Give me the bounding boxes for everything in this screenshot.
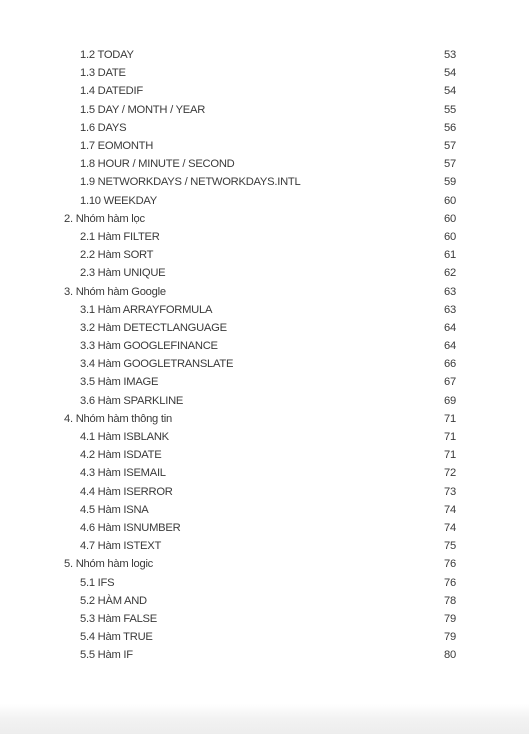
toc-entry-label: 1.7 EOMONTH [80, 140, 154, 153]
toc-subsection-row [64, 373, 456, 391]
toc-page-number: 71 [444, 412, 456, 425]
toc-entry-label: 5.1 IFS [80, 576, 115, 589]
toc-page-number: 71 [444, 431, 456, 444]
toc-section-row [64, 282, 456, 300]
toc-entry-label: 4.7 Hàm ISTEXT [80, 540, 162, 553]
toc-entry-label: 4.6 Hàm ISNUMBER [80, 521, 181, 534]
toc-page-number: 57 [444, 158, 456, 171]
toc-subsection-row [64, 519, 456, 537]
toc-page-number: 54 [444, 67, 456, 80]
toc-subsection-row [64, 101, 456, 119]
toc-entry-label: 1.5 DAY / MONTH / YEAR [80, 103, 206, 116]
toc-entry-label: 3.1 Hàm ARRAYFORMULA [80, 303, 213, 316]
toc-subsection-row [64, 628, 456, 646]
toc-subsection-row [64, 573, 456, 591]
toc-page-number: 66 [444, 358, 456, 371]
toc-page-number: 62 [444, 267, 456, 280]
toc-subsection-row [64, 337, 456, 355]
toc-section-row [64, 410, 456, 428]
toc-entry-label: 4. Nhóm hàm thông tin [64, 412, 172, 425]
toc-page-number: 71 [444, 449, 456, 462]
toc-page-number: 76 [444, 558, 456, 571]
table-of-contents [64, 46, 456, 664]
toc-entry-label: 1.3 DATE [80, 67, 126, 80]
toc-page-number: 64 [444, 321, 456, 334]
toc-page-number: 55 [444, 103, 456, 116]
toc-subsection-row [64, 610, 456, 628]
toc-entry-label: 4.1 Hàm ISBLANK [80, 431, 169, 444]
toc-page-number: 76 [444, 576, 456, 589]
toc-subsection-row [64, 537, 456, 555]
toc-subsection-row [64, 264, 456, 282]
toc-entry-label: 3. Nhóm hàm Google [64, 285, 166, 298]
toc-page-number: 60 [444, 194, 456, 207]
toc-entry-label: 5.5 Hàm IF [80, 649, 133, 662]
toc-entry-label: 1.2 TODAY [80, 49, 134, 62]
toc-section-row [64, 210, 456, 228]
toc-entry-label: 3.5 Hàm IMAGE [80, 376, 159, 389]
page-bottom-shadow [0, 704, 529, 734]
toc-page-number: 79 [444, 631, 456, 644]
toc-page-number: 75 [444, 540, 456, 553]
toc-entry-label: 4.3 Hàm ISEMAIL [80, 467, 166, 480]
toc-page-number: 67 [444, 376, 456, 389]
toc-page-number: 74 [444, 521, 456, 534]
toc-entry-label: 5.2 HÀM AND [80, 594, 147, 607]
toc-entry-label: 1.10 WEEKDAY [80, 194, 157, 207]
toc-entry-label: 1.4 DATEDIF [80, 85, 143, 98]
toc-page-number: 63 [444, 285, 456, 298]
toc-page-number: 54 [444, 85, 456, 98]
toc-entry-label: 5.3 Hàm FALSE [80, 612, 157, 625]
toc-entry-label: 3.4 Hàm GOOGLETRANSLATE [80, 358, 234, 371]
toc-subsection-row [64, 137, 456, 155]
toc-entry-label: 3.2 Hàm DETECTLANGUAGE [80, 321, 227, 334]
toc-entry-label: 3.3 Hàm GOOGLEFINANCE [80, 340, 218, 353]
toc-page-number: 80 [444, 649, 456, 662]
toc-subsection-row [64, 119, 456, 137]
toc-page-number: 60 [444, 212, 456, 225]
toc-page-number: 61 [444, 249, 456, 262]
toc-subsection-row [64, 228, 456, 246]
toc-entry-label: 1.9 NETWORKDAYS / NETWORKDAYS.INTL [80, 176, 301, 189]
toc-page-number: 79 [444, 612, 456, 625]
toc-entry-label: 1.8 HOUR / MINUTE / SECOND [80, 158, 235, 171]
toc-subsection-row [64, 82, 456, 100]
toc-entry-label: 1.6 DAYS [80, 121, 127, 134]
toc-subsection-row [64, 173, 456, 191]
toc-subsection-row [64, 192, 456, 210]
toc-entry-label: 4.5 Hàm ISNA [80, 503, 149, 516]
toc-page-number: 74 [444, 503, 456, 516]
toc-subsection-row [64, 501, 456, 519]
toc-page-number: 57 [444, 140, 456, 153]
toc-subsection-row [64, 355, 456, 373]
toc-entry-label: 5.4 Hàm TRUE [80, 631, 153, 644]
toc-entry-label: 2.2 Hàm SORT [80, 249, 154, 262]
toc-subsection-row [64, 646, 456, 664]
toc-page-number: 64 [444, 340, 456, 353]
toc-entry-label: 4.4 Hàm ISERROR [80, 485, 173, 498]
toc-entry-label: 4.2 Hàm ISDATE [80, 449, 162, 462]
toc-page-number: 73 [444, 485, 456, 498]
toc-subsection-row [64, 464, 456, 482]
toc-subsection-row [64, 155, 456, 173]
toc-subsection-row [64, 392, 456, 410]
toc-page-number: 78 [444, 594, 456, 607]
toc-entry-label: 2.3 Hàm UNIQUE [80, 267, 166, 280]
toc-subsection-row [64, 592, 456, 610]
toc-subsection-row [64, 301, 456, 319]
toc-entry-label: 2. Nhóm hàm lọc [64, 212, 145, 225]
toc-subsection-row [64, 64, 456, 82]
toc-subsection-row [64, 428, 456, 446]
toc-page-number: 60 [444, 230, 456, 243]
toc-subsection-row [64, 483, 456, 501]
toc-page-number: 53 [444, 49, 456, 62]
toc-subsection-row [64, 46, 456, 64]
toc-section-row [64, 555, 456, 573]
toc-page-number: 72 [444, 467, 456, 480]
toc-page-number: 63 [444, 303, 456, 316]
toc-page-number: 69 [444, 394, 456, 407]
toc-entry-label: 2.1 Hàm FILTER [80, 230, 160, 243]
toc-page-number: 59 [444, 176, 456, 189]
toc-entry-label: 3.6 Hàm SPARKLINE [80, 394, 184, 407]
toc-subsection-row [64, 319, 456, 337]
toc-subsection-row [64, 246, 456, 264]
toc-page-number: 56 [444, 121, 456, 134]
toc-entry-label: 5. Nhóm hàm logic [64, 558, 154, 571]
toc-subsection-row [64, 446, 456, 464]
